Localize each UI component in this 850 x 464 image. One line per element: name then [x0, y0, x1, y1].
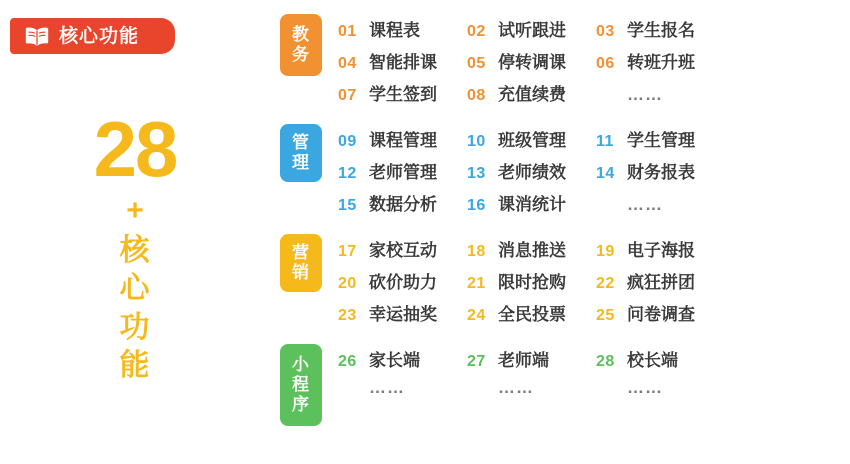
feature-group-guanli	[280, 124, 840, 222]
feature-number: 04	[338, 55, 357, 72]
feature-number: 07	[338, 87, 357, 104]
vertical-label-char: 心	[119, 272, 151, 306]
feature-item[interactable]	[467, 190, 596, 215]
feature-item[interactable]	[596, 300, 725, 325]
left-column	[0, 0, 270, 464]
feature-item-more	[467, 378, 596, 398]
feature-group-jiaowu	[280, 14, 840, 112]
feature-item[interactable]	[596, 346, 725, 371]
feature-ellipsis: ……	[627, 378, 663, 397]
feature-number: 14	[596, 165, 615, 182]
feature-label: 老师管理	[369, 163, 437, 182]
feature-item[interactable]	[467, 16, 596, 41]
vertical-label-char: 能	[119, 349, 151, 383]
feature-label: 试听跟进	[498, 21, 566, 40]
feature-label: 限时抢购	[498, 273, 566, 292]
feature-item[interactable]	[338, 158, 467, 183]
feature-item[interactable]	[467, 80, 596, 105]
feature-label: 智能排课	[369, 53, 437, 72]
group-tag-guanli	[280, 124, 322, 182]
feature-label: 家长端	[369, 351, 420, 370]
group-tag-char: 理	[292, 153, 310, 173]
feature-label: 转班升班	[627, 53, 695, 72]
feature-row	[338, 190, 840, 222]
core-features-badge-label: 核心功能	[59, 25, 140, 47]
feature-label: 学生签到	[369, 85, 437, 104]
group-rows	[338, 344, 840, 410]
feature-number: 03	[596, 23, 615, 40]
feature-label: 数据分析	[369, 195, 437, 214]
feature-number: 01	[338, 23, 357, 40]
group-rows	[338, 124, 840, 222]
feature-item[interactable]	[338, 190, 467, 215]
book-icon	[24, 26, 50, 46]
feature-ellipsis: ……	[627, 195, 663, 214]
feature-label: 消息推送	[498, 241, 566, 260]
feature-label: 课程管理	[369, 131, 437, 150]
feature-item[interactable]	[338, 300, 467, 325]
feature-label: 疯狂拼团	[627, 273, 695, 292]
feature-label: 财务报表	[627, 163, 695, 182]
feature-number: 11	[596, 133, 614, 150]
feature-row	[338, 236, 840, 268]
feature-item[interactable]	[596, 48, 725, 73]
group-tag-char: 销	[292, 263, 310, 283]
feature-label: 电子海报	[627, 241, 695, 260]
feature-item[interactable]	[467, 346, 596, 371]
feature-item-more	[596, 378, 725, 398]
feature-item-more	[596, 195, 725, 215]
feature-number: 05	[467, 55, 486, 72]
feature-number: 13	[467, 165, 486, 182]
feature-row	[338, 378, 840, 410]
feature-label: 学生管理	[627, 131, 695, 150]
feature-row	[338, 268, 840, 300]
group-tag-char: 程	[292, 375, 310, 395]
feature-label: 班级管理	[498, 131, 566, 150]
feature-row	[338, 126, 840, 158]
group-tag-char: 务	[292, 45, 310, 65]
feature-item[interactable]	[467, 158, 596, 183]
group-tag-char: 管	[292, 133, 310, 152]
feature-number: 25	[596, 307, 615, 324]
feature-label: 课程表	[369, 21, 420, 40]
feature-item[interactable]	[596, 268, 725, 293]
feature-item[interactable]	[596, 236, 725, 261]
feature-label: 全民投票	[498, 305, 566, 324]
feature-item[interactable]	[467, 48, 596, 73]
feature-number: 12	[338, 165, 357, 182]
vertical-label-char: 功	[119, 310, 151, 344]
feature-label: 校长端	[627, 351, 678, 370]
feature-number: 20	[338, 275, 357, 292]
group-tag-char: 营	[292, 243, 310, 262]
feature-label: 幸运抽奖	[369, 305, 437, 324]
feature-label: 问卷调查	[627, 305, 695, 324]
feature-row	[338, 158, 840, 190]
feature-number: 18	[467, 243, 486, 260]
feature-number: 26	[338, 353, 357, 370]
feature-item[interactable]	[467, 268, 596, 293]
vertical-core-features-label	[0, 232, 270, 386]
feature-item[interactable]	[596, 16, 725, 41]
feature-item[interactable]	[338, 48, 467, 73]
feature-item[interactable]	[467, 236, 596, 261]
feature-ellipsis: ……	[627, 85, 663, 104]
group-rows	[338, 14, 840, 112]
feature-group-yingxiao	[280, 234, 840, 332]
group-tag-xiaochengxu	[280, 344, 322, 426]
feature-group-xiaochengxu	[280, 344, 840, 426]
feature-item-more	[338, 378, 467, 398]
feature-row	[338, 48, 840, 80]
feature-label: 课消统计	[498, 195, 566, 214]
feature-label: 老师端	[498, 351, 549, 370]
group-rows	[338, 234, 840, 332]
feature-item[interactable]	[338, 126, 467, 151]
feature-label: 学生报名	[627, 21, 695, 40]
feature-item-more	[596, 85, 725, 105]
group-tag-char: 教	[292, 25, 310, 44]
feature-item[interactable]	[338, 80, 467, 105]
feature-item[interactable]	[467, 300, 596, 325]
feature-item[interactable]	[338, 236, 467, 261]
feature-count-number: 28	[93, 105, 177, 193]
feature-number: 21	[467, 275, 486, 292]
plus-symbol: +	[126, 194, 144, 227]
feature-number: 27	[467, 353, 486, 370]
core-features-badge	[10, 18, 175, 54]
feature-number: 15	[338, 197, 357, 214]
feature-row	[338, 300, 840, 332]
feature-row	[338, 80, 840, 112]
group-tag-char: 序	[292, 395, 310, 415]
feature-number: 02	[467, 23, 486, 40]
feature-item[interactable]	[467, 126, 596, 151]
feature-item[interactable]	[596, 158, 725, 183]
feature-row	[338, 346, 840, 378]
feature-item[interactable]	[596, 126, 725, 151]
feature-number: 08	[467, 87, 486, 104]
feature-number: 23	[338, 307, 357, 324]
feature-label: 家校互动	[369, 241, 437, 260]
feature-row	[338, 16, 840, 48]
feature-item[interactable]	[338, 346, 467, 371]
feature-groups	[280, 14, 840, 438]
feature-label: 砍价助力	[369, 273, 437, 292]
feature-number: 09	[338, 133, 357, 150]
feature-ellipsis: ……	[369, 378, 405, 397]
feature-label: 充值续费	[498, 85, 566, 104]
feature-label: 停转调课	[498, 53, 566, 72]
group-tag-yingxiao	[280, 234, 322, 292]
feature-ellipsis: ……	[498, 378, 534, 397]
feature-number: 28	[596, 353, 615, 370]
feature-item[interactable]	[338, 268, 467, 293]
feature-number: 17	[338, 243, 357, 260]
vertical-label-char: 核	[119, 234, 151, 267]
feature-number: 19	[596, 243, 615, 260]
feature-number: 10	[467, 133, 486, 150]
group-tag-char: 小	[292, 355, 310, 374]
feature-item[interactable]	[338, 16, 467, 41]
feature-number: 24	[467, 307, 486, 324]
feature-number: 06	[596, 55, 615, 72]
feature-number: 22	[596, 275, 615, 292]
feature-label: 老师绩效	[498, 163, 566, 182]
group-tag-jiaowu	[280, 14, 322, 76]
feature-number: 16	[467, 197, 486, 214]
